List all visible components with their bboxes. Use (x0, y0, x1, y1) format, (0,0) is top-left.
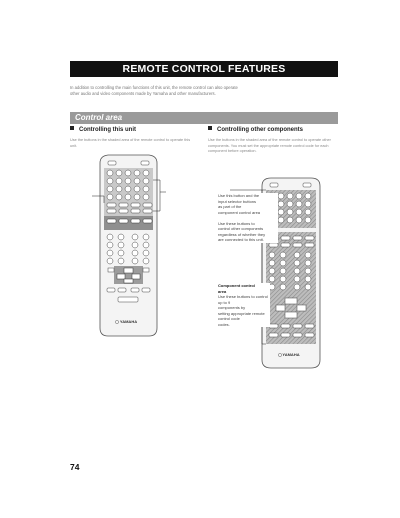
remote-left (92, 155, 166, 336)
note-line: codes. (218, 321, 230, 327)
page-number: 74 (70, 462, 80, 472)
note-heading: Component control (218, 283, 255, 288)
remote-left-brand: YAMAHA (119, 319, 138, 324)
section-title: Control area (75, 113, 123, 122)
right-description: Use the buttons in the shaded area of the remote control to operate other components. You must set the appropriate remote control code for each component before operation. (208, 138, 331, 153)
note-line: Use these buttons to control up to 9 (218, 294, 268, 305)
note-line: component control area (218, 209, 261, 215)
intro-line: other audio and video components made by Yamaha and other manufacturers. (70, 91, 216, 96)
note-line: regardless of whether they (218, 231, 266, 237)
note-line: Use these buttons to (218, 220, 255, 226)
subheading-text: Controlling other components (217, 127, 303, 133)
note-line: control code (218, 316, 240, 321)
left-description: Use the buttons in the shaded area of the remote control to operate this unit. (70, 138, 191, 148)
note-heading: area (218, 288, 227, 294)
callout-note-input-buttons (218, 193, 278, 243)
note-line: control other components (218, 226, 264, 231)
note-line: are connected to this unit. (218, 237, 264, 242)
remote-right-brand: YAMAHA (282, 352, 300, 357)
note-line: setting appropriate remote (218, 310, 265, 316)
intro-line: In addition to controlling the main functions of this unit, the remote control can also operate (70, 85, 238, 90)
page-title: REMOTE CONTROL FEATURES (70, 61, 338, 77)
subheading-text: Controlling this unit (79, 127, 136, 133)
note-line: Use this button and the (218, 193, 260, 198)
callout-note-component-control (218, 283, 270, 327)
note-line: input selector buttons (218, 198, 257, 204)
note-line: as part of the (218, 204, 242, 209)
note-line: components by (218, 305, 246, 310)
